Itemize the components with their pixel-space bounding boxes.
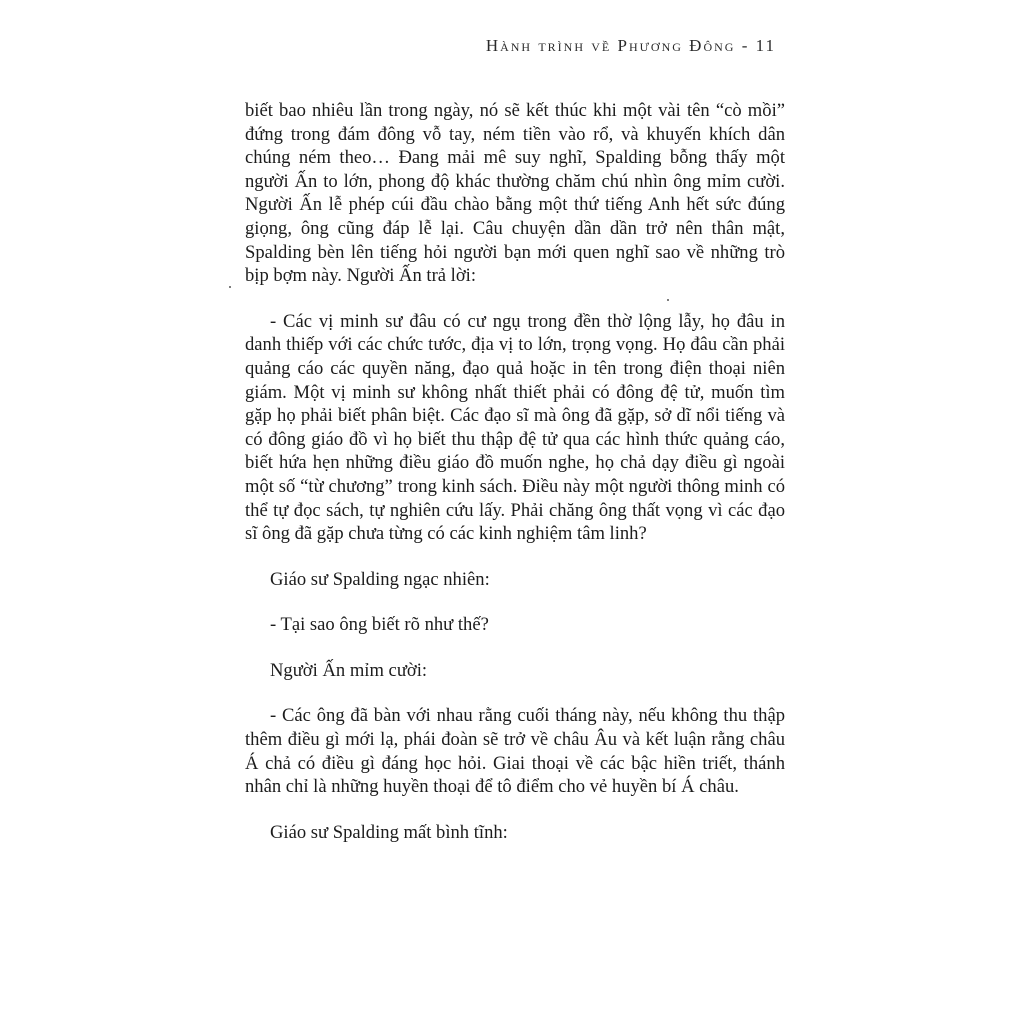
paragraph: Người Ấn mỉm cười: bbox=[270, 659, 428, 681]
running-title: Hành trình về Phương Đông bbox=[485, 36, 736, 55]
page-number: 11 bbox=[755, 36, 776, 55]
paragraph: biết bao nhiêu lần trong ngày, nó sẽ kết thúc khi một vài tên “cò mồi” đứng trong đám đông vỗ tay, ném tiền vào rổ, và khuyến khích dân chúng ném theo… Đang mải mê suy nghĩ, Spalding bỗng thấy một người Ấn to lớn, phong độ khác thường chăm chú nhìn ông mỉm cười. Người Ấn lễ phép cúi đầu chào bằng một thứ tiếng Anh hết sức đúng giọng, ông cũng đáp lễ lại. Câu chuyện dần dần trở nên thân mật, Spalding bèn lên tiếng hỏi người bạn mới quen nghĩ sao về những trò bịp bợm này. Người Ấn trả lời: bbox=[245, 100, 785, 287]
header-separator: - bbox=[741, 36, 750, 55]
paragraph: Giáo sư Spalding mất bình tĩnh: bbox=[270, 821, 508, 843]
paragraph: - Tại sao ông biết rõ như thế? bbox=[270, 614, 489, 636]
running-header bbox=[486, 36, 776, 56]
paragraph: - Các ông đã bàn với nhau rằng cuối tháng này, nếu không thu thập thêm điều gì mới lạ, phái đoàn sẽ trở về châu Âu và kết luận rằng châu Á chả có điều gì đáng học hỏi. Giai thoại về các bậc hiền triết, thánh nhân chỉ là những huyền thoại để tô điểm cho vẻ huyền bí Á châu. bbox=[245, 705, 785, 798]
paragraph: - Các vị minh sư đâu có cư ngụ trong đền thờ lộng lẫy, họ đâu in danh thiếp với các chức tước, địa vị to lớn, trọng vọng. Họ đâu cần phải quảng cáo các quyền năng, đạo quả hoặc in tên trong điện thoại niên giám. Một vị minh sư không nhất thiết phải có đông đệ tử, muốn tìm gặp họ phải biết phân biệt. Các đạo sĩ mà ông đã gặp, sở dĩ nổi tiếng và có đông giáo đồ vì họ biết thu thập đệ tử qua các hình thức quảng cáo, biết hứa hẹn những điều giáo đồ muốn nghe, họ chả dạy điều gì ngoài một số “từ chương” trong kinh sách. Điều này một người thông minh có thể tự đọc sách, tự nghiên cứu lấy. Phải chăng ông thất vọng vì các đạo sĩ ông đã gặp chưa từng có các kinh nghiệm tâm linh? bbox=[245, 310, 785, 545]
scan-speck bbox=[667, 299, 669, 301]
scan-speck bbox=[229, 286, 231, 288]
body-text bbox=[245, 99, 785, 856]
paragraph: Giáo sư Spalding ngạc nhiên: bbox=[270, 568, 490, 590]
